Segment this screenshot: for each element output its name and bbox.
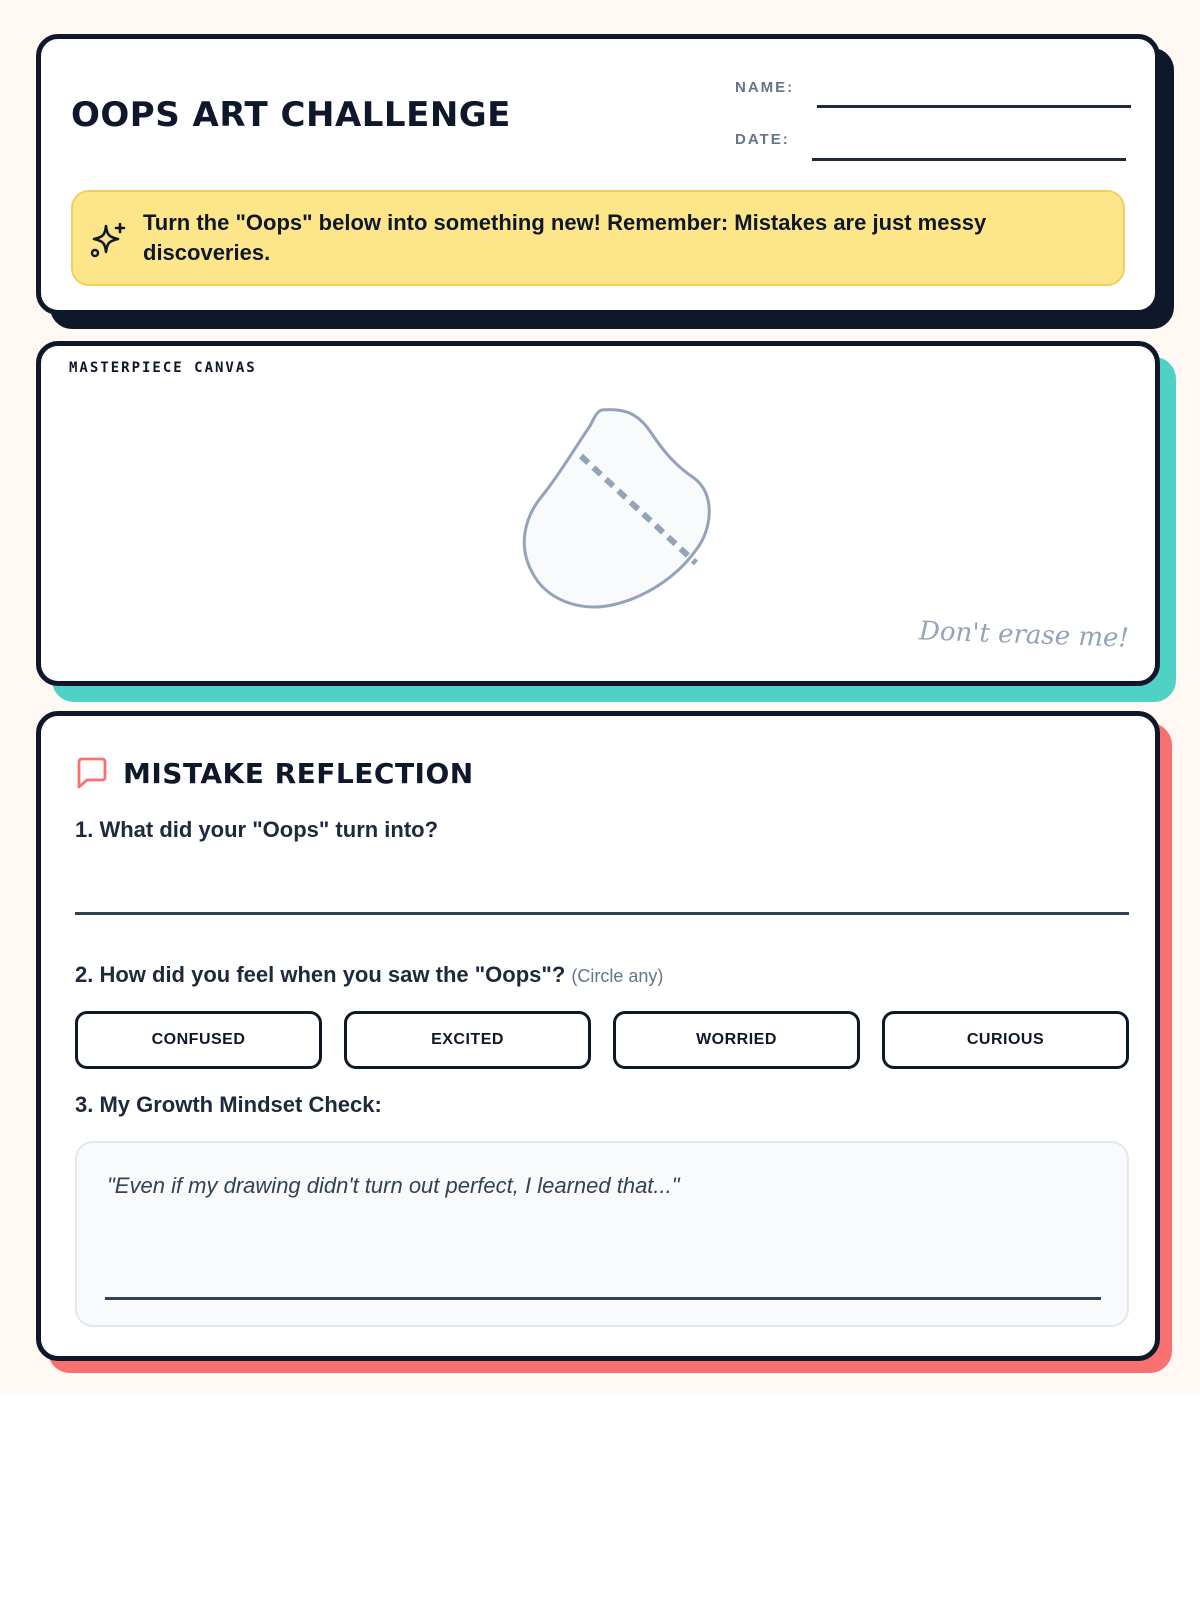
canvas-label: MASTERPIECE CANVAS: [69, 360, 257, 376]
name-label: NAME:: [735, 79, 795, 96]
worksheet-title: OOPS ART CHALLENGE: [71, 95, 511, 135]
question-2-text: 2. How did you feel when you saw the "Oops"?: [75, 962, 566, 987]
date-label: DATE:: [735, 131, 790, 148]
header-card: [36, 34, 1160, 315]
question-2: [75, 962, 663, 988]
instruction-banner: [71, 190, 1125, 286]
question-2-hint: (Circle any): [571, 966, 664, 986]
feeling-options: [75, 1011, 1129, 1069]
dont-erase-note: Don't erase me!: [918, 616, 1130, 654]
reflection-card: [36, 711, 1160, 1361]
masterpiece-canvas[interactable]: [36, 341, 1160, 686]
speech-bubble-icon: [75, 756, 109, 790]
question-3: 3. My Growth Mindset Check:: [75, 1092, 382, 1117]
mindset-box: [75, 1141, 1129, 1327]
feeling-chip-curious[interactable]: CURIOUS: [882, 1011, 1129, 1069]
question-1: 1. What did your "Oops" turn into?: [75, 817, 439, 842]
name-field[interactable]: [817, 105, 1131, 108]
sparkle-icon: [89, 220, 129, 260]
feeling-chip-confused[interactable]: CONFUSED: [75, 1011, 322, 1069]
feeling-chip-excited[interactable]: EXCITED: [344, 1011, 591, 1069]
answer-line-1[interactable]: [75, 912, 1129, 915]
feeling-chip-worried[interactable]: WORRIED: [613, 1011, 860, 1069]
reflection-header: [75, 756, 474, 790]
mindset-answer-line[interactable]: [105, 1297, 1101, 1300]
date-field[interactable]: [812, 158, 1126, 161]
oops-blob-shape: [484, 400, 744, 640]
section-title: MISTAKE REFLECTION: [123, 756, 474, 790]
mindset-prompt: "Even if my drawing didn't turn out perfect, I learned that...": [107, 1173, 680, 1198]
instruction-text: Turn the "Oops" below into something new! Remember: Mistakes are just messy discoveries.: [143, 210, 987, 265]
